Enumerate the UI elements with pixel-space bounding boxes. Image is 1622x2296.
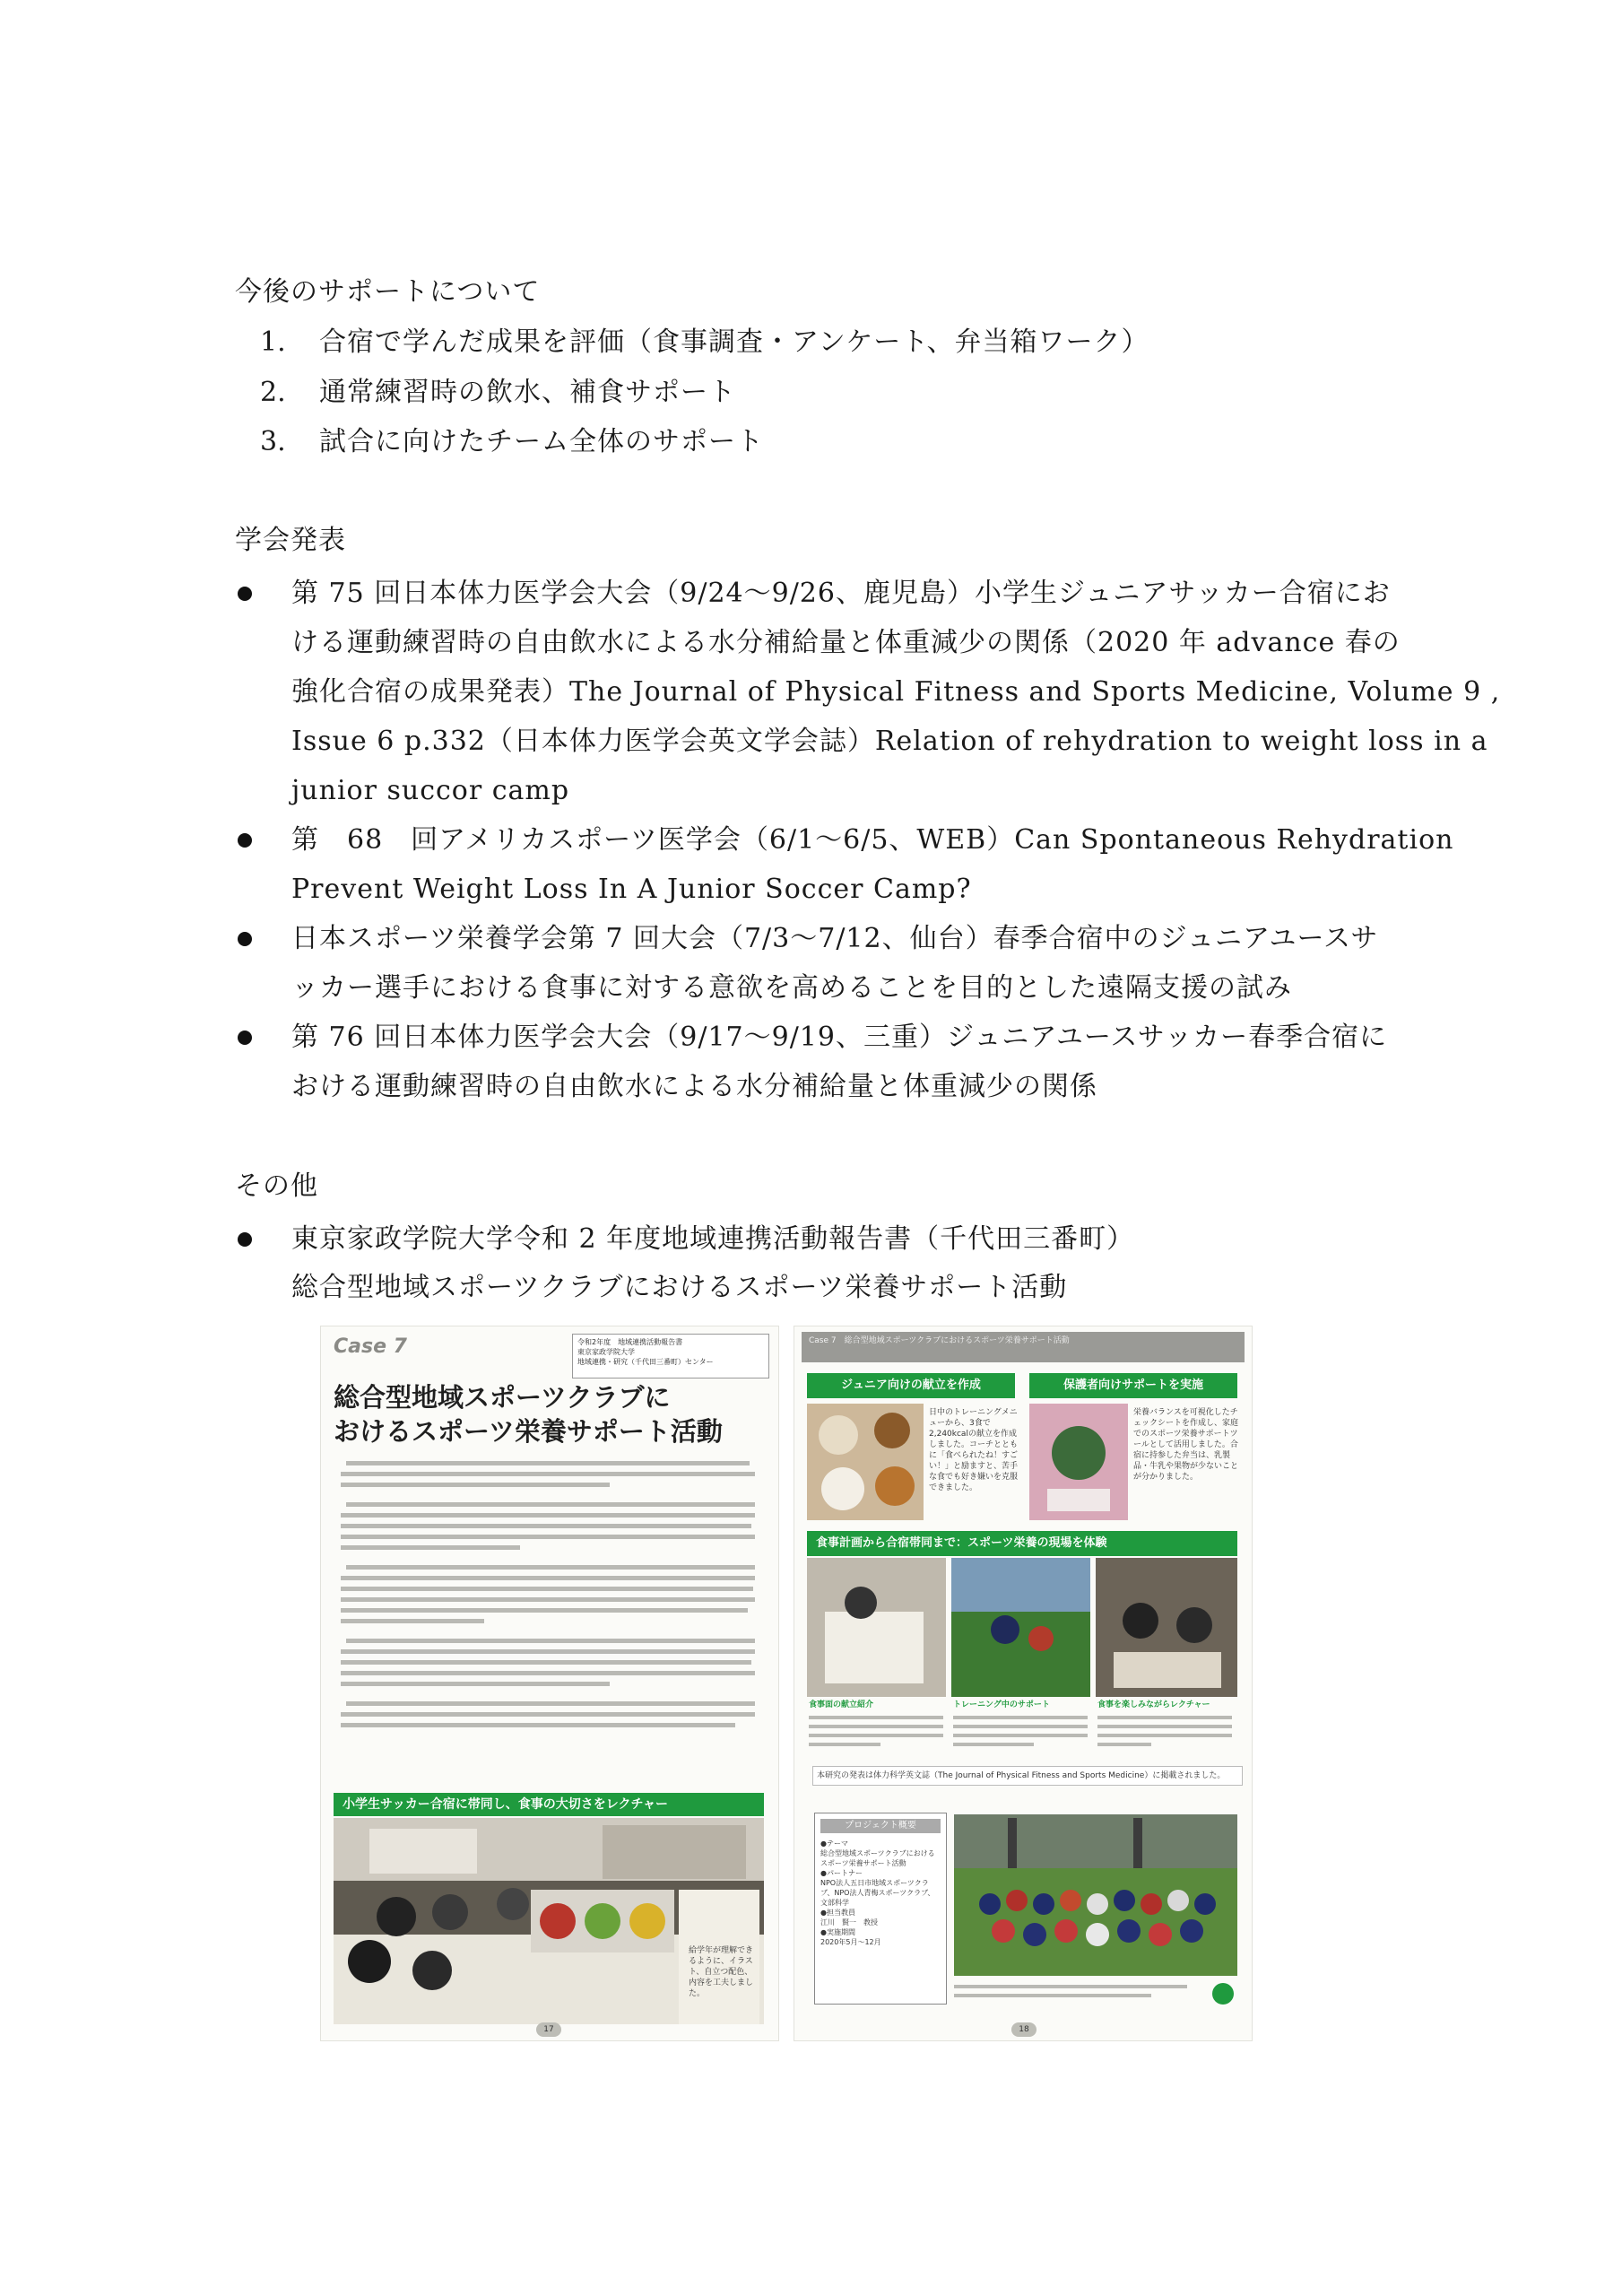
photo-caption-text <box>809 1714 1237 1759</box>
bullet-icon <box>238 932 252 946</box>
other-heading: その他 <box>235 1170 318 1202</box>
team-photo <box>954 1814 1237 1976</box>
tab-menu: ジュニア向けの献立を作成 <box>807 1373 1015 1398</box>
conference-line: junior succor camp <box>291 775 570 806</box>
team-caption-text <box>954 1981 1237 2013</box>
photo-label: 食事面の献立紹介 <box>809 1700 874 1709</box>
practice-photo-2 <box>951 1558 1090 1697</box>
project-line: 総合型地域スポーツクラブにおけるスポーツ栄養サポート活動 <box>820 1849 935 1867</box>
journal-note: 本研究の発表は体力科学英文誌（The Journal of Physical Fitness and Sports Medicine）に掲載されました。 <box>812 1766 1243 1786</box>
list-number: 3. <box>260 426 286 457</box>
practice-photo-1 <box>807 1558 946 1697</box>
tab-practice: 食事計画から合宿帯同まで：スポーツ栄養の現場を体験 <box>807 1531 1237 1556</box>
future-support-heading: 今後のサポートについて <box>235 276 541 308</box>
page-number: 17 <box>536 2022 561 2037</box>
guardian-photo <box>1029 1404 1128 1520</box>
brochure-left-page <box>320 1326 779 2041</box>
lecture-caption: 給学年が理解できるように、イラスト、自立つ配色、内容を工夫しました。 <box>689 1946 754 1998</box>
practice-photo-3 <box>1096 1558 1237 1697</box>
list-number: 2. <box>260 377 286 408</box>
project-line: ●実施期間 <box>820 1928 855 1936</box>
brochure-right-page <box>794 1326 1253 2041</box>
brochure-title <box>334 1380 773 1448</box>
org-line: 令和2年度 地域連携活動報告書 <box>577 1338 683 1346</box>
conference-line: 第 76 回日本体力医学会大会（9/17〜9/19、三重）ジュニアユースサッカー春季合宿に <box>291 1022 1388 1053</box>
guardian-text: 栄養バランスを可視化したチェックシートを作成し、家庭でのスポーツ栄養サポートツールとして活用しました。合宿に持参した弁当は、乳製品・牛乳や果物が少ないことが分かりました。 <box>1133 1408 1239 1482</box>
body-text-block <box>341 1461 762 1793</box>
bullet-icon <box>238 1232 252 1247</box>
project-line: ●パートナー <box>820 1869 863 1877</box>
conference-heading: 学会発表 <box>235 525 346 556</box>
project-line: ●テーマ <box>820 1839 848 1848</box>
org-box <box>572 1334 769 1378</box>
project-line: 2020年5月〜12月 <box>820 1938 881 1946</box>
bullet-icon <box>238 1031 252 1045</box>
conference-line: ッカー選手における食事に対する意欲を高めることを目的とした遠隔支援の試み <box>291 972 1292 1004</box>
title-line: おけるスポーツ栄養サポート活動 <box>334 1416 723 1447</box>
brochure-spread <box>320 1326 1271 2041</box>
other-line: 東京家政学院大学令和 2 年度地域連携活動報告書（千代田三番町） <box>291 1223 1135 1255</box>
project-line: ●担当教員 <box>820 1909 855 1917</box>
other-line: 総合型地域スポーツクラブにおけるスポーツ栄養サポート活動 <box>291 1272 1068 1303</box>
conference-line: 第 68 回アメリカスポーツ医学会（6/1〜6/5、WEB）Can Spontaneous Rehydration <box>291 824 1454 856</box>
conference-line: 強化合宿の成果発表）The Journal of Physical Fitness and Sports Medicine, Volume 9 , <box>291 676 1501 708</box>
bullet-icon <box>238 587 252 601</box>
right-header-strip: Case 7 総合型地域スポーツクラブにおけるスポーツ栄養サポート活動 <box>802 1332 1245 1362</box>
conference-line: Issue 6 p.332（日本体力医学会英文学会誌）Relation of rehydration to weight loss in a <box>291 726 1488 757</box>
conference-line: 第 75 回日本体力医学会大会（9/24〜9/26、鹿児島）小学生ジュニアサッカー合宿にお <box>291 578 1391 609</box>
menu-text: 日中のトレーニングメニューから、3食で2,240kcalの献立を作成しました。コーチとともに「食べられたね！すごい！」と励ますと、苦手な食でも好き嫌いを克服できました。 <box>929 1408 1019 1492</box>
org-line: 地域連携・研究（千代田三番町）センター <box>577 1358 714 1366</box>
org-line: 東京家政学院大学 <box>577 1348 635 1356</box>
list-number: 1. <box>260 326 286 358</box>
photo-label: トレーニング中のサポート <box>953 1700 1050 1709</box>
list-item: 通常練習時の飲水、補食サポート <box>319 377 736 408</box>
project-summary-title: プロジェクト概要 <box>820 1819 941 1833</box>
bullet-icon <box>238 833 252 848</box>
photo-label: 食事を楽しみながらレクチャー <box>1097 1700 1210 1709</box>
project-line: 江川 賢一 教授 <box>820 1918 878 1926</box>
conference-line: 日本スポーツ栄養学会第 7 回大会（7/3〜7/12、仙台）春季合宿中のジュニアユースサ <box>291 923 1379 954</box>
conference-line: Prevent Weight Loss In A Junior Soccer Camp? <box>291 874 972 905</box>
left-green-bar: 小学生サッカー合宿に帯同し、食事の大切さをレクチャー <box>334 1793 764 1816</box>
list-item: 合宿で学んだ成果を評価（食事調査・アンケート、弁当箱ワーク） <box>319 326 1149 358</box>
project-line: NPO法人五日市地域スポーツクラブ、NPO法人青梅スポーツクラブ、文部科学 <box>820 1879 935 1907</box>
tab-guardian: 保護者向けサポートを実施 <box>1029 1373 1237 1398</box>
conference-line: ける運動練習時の自由飲水による水分補給量と体重減少の関係（2020 年 advance 春の <box>291 627 1401 658</box>
meal-photo <box>807 1404 924 1520</box>
list-item: 試合に向けたチーム全体のサポート <box>319 426 764 457</box>
title-line: 総合型地域スポーツクラブに <box>334 1382 671 1413</box>
page-number: 18 <box>1011 2022 1037 2037</box>
case-label: Case 7 <box>334 1335 407 1358</box>
project-summary-box <box>814 1813 947 2005</box>
conference-line: おける運動練習時の自由飲水による水分補給量と体重減少の関係 <box>291 1071 1097 1102</box>
